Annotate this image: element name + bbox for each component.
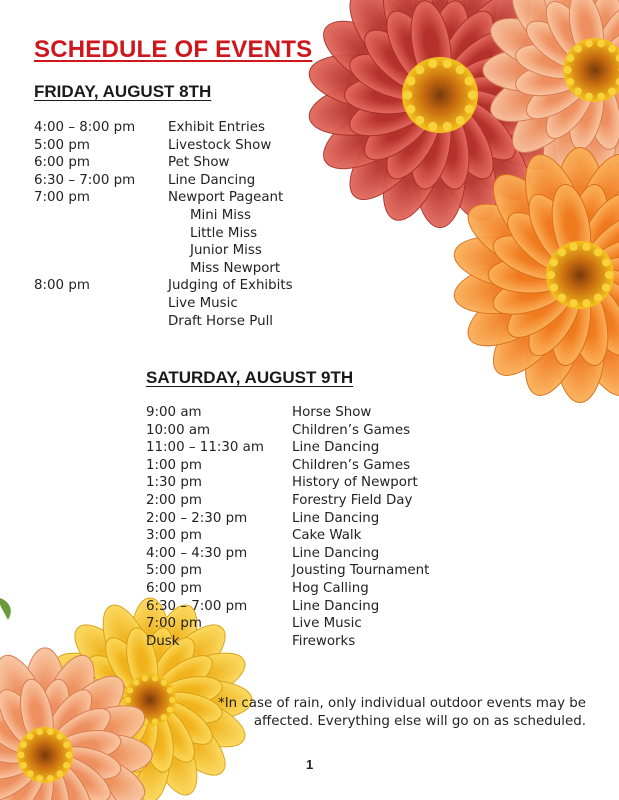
- event-time: 3:00 pm: [146, 528, 202, 544]
- pageant-category: Junior Miss: [190, 243, 262, 259]
- event-name: Exhibit Entries: [168, 120, 265, 135]
- event-time: 4:00 – 8:00 pm: [34, 120, 136, 135]
- green-leaf: [0, 598, 11, 620]
- event-time: 10:00 am: [146, 422, 211, 438]
- event-time: 5:00 pm: [34, 137, 90, 153]
- event-name: Fireworks: [292, 633, 356, 649]
- event-name: Cake Walk: [292, 528, 362, 544]
- event-time: Dusk: [146, 633, 180, 649]
- pageant-category: Mini Miss: [190, 207, 251, 223]
- event-name: History of Newport: [292, 475, 418, 491]
- event-time: 2:00 pm: [146, 492, 202, 508]
- event-name: Pet Show: [168, 155, 230, 171]
- event-name: Line Dancing: [292, 545, 380, 561]
- saturday-heading: SATURDAY, AUGUST 9TH: [146, 368, 354, 387]
- event-time: 7:00 pm: [146, 616, 202, 632]
- page-title: SCHEDULE OF EVENTS: [34, 36, 313, 63]
- event-name: Live Music: [168, 295, 238, 311]
- event-time: 6:30 – 7:00 pm: [34, 172, 136, 188]
- event-name: Line Dancing: [292, 510, 380, 526]
- event-name: Line Dancing: [292, 598, 380, 614]
- event-name: Hog Calling: [292, 580, 369, 596]
- event-name: Live Music: [292, 616, 362, 632]
- event-time: 6:30 – 7:00 pm: [146, 598, 248, 614]
- pageant-category: Little Miss: [190, 225, 258, 241]
- event-name: Forestry Field Day: [292, 492, 413, 508]
- event-name: Children’s Games: [292, 457, 411, 473]
- event-time: 6:00 pm: [146, 580, 202, 596]
- event-time: 9:00 am: [146, 405, 202, 420]
- event-name: Jousting Tournament: [292, 563, 430, 579]
- event-name: Line Dancing: [168, 172, 256, 188]
- rain-note: [166, 695, 586, 731]
- event-time: 4:00 – 4:30 pm: [146, 545, 248, 561]
- pageant-category: Miss Newport: [190, 260, 281, 276]
- event-name: Livestock Show: [168, 137, 272, 153]
- rain-note-line-2: affected. Everything else will go on as scheduled.: [253, 714, 586, 729]
- event-name: Line Dancing: [292, 440, 380, 456]
- event-name: Draft Horse Pull: [168, 313, 274, 329]
- event-name: Horse Show: [292, 405, 372, 420]
- event-name: Newport Pageant: [168, 190, 284, 206]
- event-name: Judging of Exhibits: [168, 278, 293, 294]
- page-number: 1: [306, 757, 314, 772]
- event-time: 1:30 pm: [146, 475, 202, 491]
- event-time: 2:00 – 2:30 pm: [146, 510, 248, 526]
- event-time: 6:00 pm: [34, 155, 90, 171]
- event-time: 11:00 – 11:30 am: [146, 440, 264, 456]
- friday-heading: FRIDAY, AUGUST 8TH: [34, 82, 212, 101]
- rain-note-line-1: *In case of rain, only individual outdoor events may be: [218, 696, 586, 711]
- event-time: 1:00 pm: [146, 457, 202, 473]
- event-time: 8:00 pm: [34, 278, 90, 294]
- event-time: 7:00 pm: [34, 190, 90, 206]
- event-time: 5:00 pm: [146, 563, 202, 579]
- event-name: Children’s Games: [292, 422, 411, 438]
